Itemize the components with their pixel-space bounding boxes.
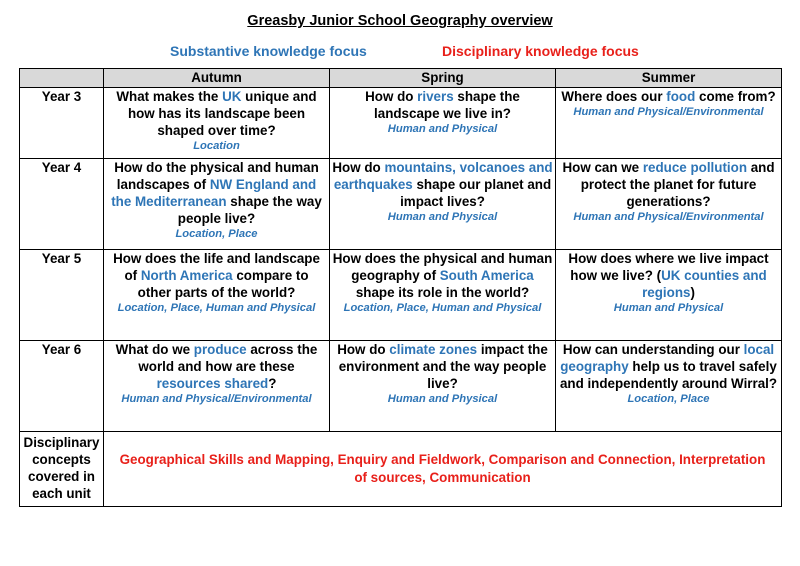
year-label: Year 4 — [20, 159, 104, 250]
table-row — [20, 250, 782, 341]
column-header-summer: Summer — [556, 69, 782, 88]
year6-spring-cell — [330, 341, 556, 432]
unit-question: How can understanding our local geography help us to travel safely and independently around Wirral? — [559, 342, 778, 391]
unit-focus-tag: Human and Physical — [387, 211, 498, 223]
unit-question: How does where we live impact how we live? (UK counties and regions) — [568, 251, 769, 300]
unit-focus-tag: Location, Place — [175, 228, 258, 240]
corner-cell — [20, 69, 104, 88]
year3-autumn-cell — [104, 88, 330, 159]
unit-focus-tag: Human and Physical — [613, 302, 724, 314]
unit-question: Where does our food come from? — [561, 89, 776, 104]
year-label: Year 6 — [20, 341, 104, 432]
unit-focus-tag: Location, Place, Human and Physical — [343, 302, 542, 314]
unit-focus-tag: Location, Place — [627, 393, 710, 405]
unit-question: How do climate zones impact the environment and the way people live? — [337, 342, 548, 391]
unit-focus-tag: Location — [193, 140, 240, 152]
page-title: Greasby Junior School Geography overview — [247, 13, 553, 29]
year6-summer-cell — [556, 341, 782, 432]
table-row — [20, 88, 782, 159]
disciplinary-concepts-row — [20, 432, 782, 507]
unit-question: How do mountains, volcanoes and earthquakes shape our planet and impact lives? — [332, 160, 553, 209]
disciplinary-legend: Disciplinary knowledge focus — [442, 43, 639, 59]
column-header-spring: Spring — [330, 69, 556, 88]
unit-focus-tag: Location, Place, Human and Physical — [117, 302, 316, 314]
year3-spring-cell — [330, 88, 556, 159]
year5-autumn-cell — [104, 250, 330, 341]
unit-question: How do rivers shape the landscape we live in? — [365, 89, 520, 121]
unit-question: What do we produce across the world and how are these resources shared? — [115, 342, 318, 391]
unit-focus-tag: Human and Physical — [387, 123, 498, 135]
column-header-autumn: Autumn — [104, 69, 330, 88]
year-label: Year 5 — [20, 250, 104, 341]
year-label: Year 3 — [20, 88, 104, 159]
unit-question: How can we reduce pollution and protect the planet for future generations? — [562, 160, 775, 209]
unit-focus-tag: Human and Physical — [387, 393, 498, 405]
header-row — [20, 69, 782, 88]
substantive-legend: Substantive knowledge focus — [170, 43, 367, 59]
year5-spring-cell — [330, 250, 556, 341]
disciplinary-concepts-label: Disciplinary concepts covered in each unit — [20, 432, 104, 507]
year4-summer-cell — [556, 159, 782, 250]
unit-question: What makes the UK unique and how has its landscape been shaped over time? — [116, 89, 317, 138]
unit-question: How do the physical and human landscapes of NW England and the Mediterranean shape the way people live? — [111, 160, 322, 226]
year5-summer-cell — [556, 250, 782, 341]
year4-spring-cell — [330, 159, 556, 250]
year6-autumn-cell — [104, 341, 330, 432]
unit-focus-tag: Human and Physical/Environmental — [573, 106, 764, 118]
unit-focus-tag: Human and Physical/Environmental — [121, 393, 312, 405]
table-row — [20, 341, 782, 432]
unit-question: How does the physical and human geography of South America shape its role in the world? — [332, 251, 553, 300]
table-row — [20, 159, 782, 250]
unit-question: How does the life and landscape of North America compare to other parts of the world? — [113, 251, 320, 300]
year3-summer-cell — [556, 88, 782, 159]
disciplinary-concepts-list: Geographical Skills and Mapping, Enquiry and Fieldwork, Comparison and Connection, Interpretation of sources, Communication — [104, 432, 782, 507]
geography-overview-table — [19, 68, 782, 507]
year4-autumn-cell — [104, 159, 330, 250]
unit-focus-tag: Human and Physical/Environmental — [573, 211, 764, 223]
